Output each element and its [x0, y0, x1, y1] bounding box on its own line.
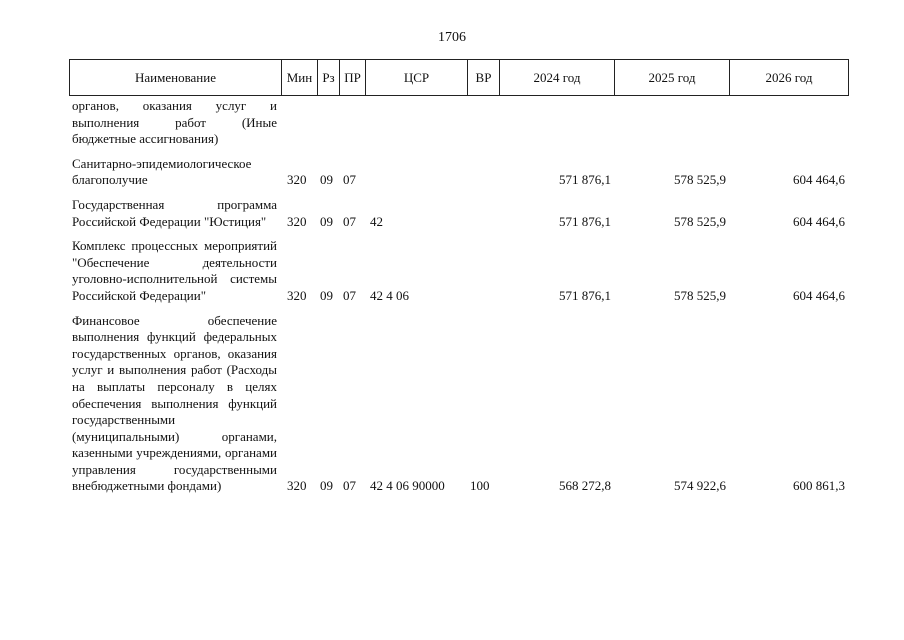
row-min: 320 — [287, 478, 307, 494]
row-2025: 574 922,6 — [674, 478, 726, 494]
table-row — [69, 238, 849, 304]
row-name: Государственная программа Российской Федерации "Юстиция" — [72, 196, 277, 229]
row-csr: 42 — [370, 213, 383, 229]
table-row — [69, 313, 849, 496]
column-header-csr: ЦСР — [366, 60, 468, 95]
row-vr: 100 — [470, 478, 490, 494]
table-header — [69, 59, 849, 96]
row-rz: 09 — [320, 172, 333, 188]
row-2024: 571 876,1 — [559, 172, 611, 188]
row-2024: 568 272,8 — [559, 478, 611, 494]
row-rz: 09 — [320, 478, 333, 494]
row-2025: 578 525,9 — [674, 172, 726, 188]
row-2024: 571 876,1 — [559, 287, 611, 303]
row-rz: 09 — [320, 287, 333, 303]
column-header-rz: Рз — [318, 60, 340, 95]
column-header-name: Наименование — [70, 60, 282, 95]
row-2025: 578 525,9 — [674, 287, 726, 303]
row-csr: 42 4 06 90000 — [370, 478, 445, 494]
page-number: 1706 — [438, 30, 466, 45]
column-header-2025: 2025 год — [615, 60, 730, 95]
row-pr: 07 — [343, 172, 356, 188]
table-row — [69, 197, 849, 230]
row-pr: 07 — [343, 478, 356, 494]
table-row — [69, 98, 849, 148]
row-name: органов, оказания услуг и выполнения работ (Иные бюджетные ассигнования) — [72, 98, 277, 147]
row-name: Санитарно-эпидемиологическое благополучие — [72, 155, 252, 188]
table-row — [69, 156, 849, 189]
row-min: 320 — [287, 213, 307, 229]
row-2026: 600 861,3 — [793, 478, 845, 494]
column-header-pr: ПР — [340, 60, 366, 95]
table-body — [69, 98, 849, 503]
row-min: 320 — [287, 287, 307, 303]
column-header-vr: ВР — [468, 60, 500, 95]
row-pr: 07 — [343, 213, 356, 229]
row-csr: 42 4 06 — [370, 287, 409, 303]
column-header-min: Мин — [282, 60, 318, 95]
column-header-2026: 2026 год — [765, 69, 813, 85]
row-2026: 604 464,6 — [793, 213, 845, 229]
row-2025: 578 525,9 — [674, 213, 726, 229]
column-header-2024: 2024 год — [500, 60, 615, 95]
row-pr: 07 — [343, 287, 356, 303]
row-2026: 604 464,6 — [793, 172, 845, 188]
row-rz: 09 — [320, 213, 333, 229]
row-2026: 604 464,6 — [793, 287, 845, 303]
row-2024: 571 876,1 — [559, 213, 611, 229]
row-name: Комплекс процессных мероприятий "Обеспечение деятельности уголовно-исполнительной системы Российской Федерации" — [72, 238, 277, 303]
row-name: Финансовое обеспечение выполнения функций федеральных государственных органов, оказания услуг и выполнения работ (Расходы на выплаты персоналу в целях обеспечения выполнения функций государственными (муниципальными) органами, казенными учреждениями, органами управления государственными внебюджетными фондами) — [72, 312, 277, 494]
row-min: 320 — [287, 172, 307, 188]
